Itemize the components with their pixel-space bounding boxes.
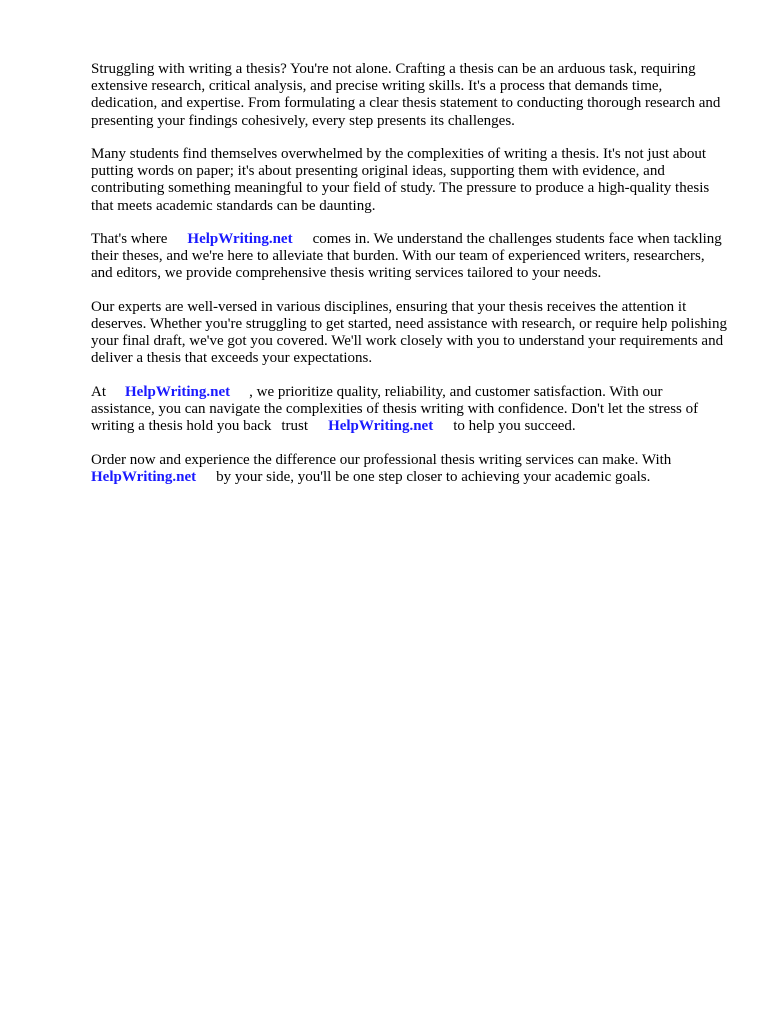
thats-where-text: That's where: [91, 231, 168, 247]
prioritize-text: , we prioritize quality, reliability, and customer satisfaction. With our assistance, you can navigate the complexities of thesis writing with confidence. Don't let the stress of writing a thesis hold you back: [91, 383, 699, 435]
order-now-text: Order now and experience the difference our professional thesis writing services can make. With: [91, 451, 672, 468]
experts-paragraph: Our experts are well-versed in various disciplines, ensuring that your thesis receives the attention it deserves. Whether you're struggling to get started, need assistance with research, or require help polishing your final draft, we've got you covered. We'll work closely with you to understand your requirements and deliver a thesis that exceeds your expectations.: [91, 298, 727, 367]
comes-in-text: comes in. We understand the challenges students face when tackling their theses, and we're here to alleviate that burden. With our team of experienced writers, researchers, and editors, we provide comprehensive thesis writing services tailored to your needs.: [91, 231, 722, 282]
intro-paragraph: Struggling with writing a thesis? You're not alone. Crafting a thesis can be an arduous task, requiring extensive research, critical analysis, and precise writing skills. It's a process that demands time, dedication, and expertise. From formulating a clear thesis statement to conducting thorough research and presenting your findings cohesively, every step presents its challenges.: [91, 61, 721, 129]
prioritize-paragraph: [91, 384, 728, 436]
succeed-text: to help you succeed.: [453, 418, 576, 435]
order-now-paragraph: [91, 452, 728, 486]
at-text: At: [91, 383, 106, 400]
helpwriting-link[interactable]: HelpWriting.net: [91, 468, 197, 485]
overwhelmed-paragraph: Many students find themselves overwhelmed by the complexities of writing a thesis. It's not just about putting words on paper; it's about presenting original ideas, supporting them with evidence, and contributing something meaningful to your field of study. The pressure to produce a high-quality thesis that meets academic standards can be daunting.: [91, 146, 710, 214]
helpwriting-link[interactable]: HelpWriting.net: [187, 231, 293, 247]
helpwriting-link[interactable]: HelpWriting.net: [328, 418, 434, 435]
trust-text: trust: [281, 418, 309, 435]
by-your-side-text: by your side, you'll be one step closer to achieving your academic goals.: [216, 468, 651, 485]
thats-where-paragraph: [91, 231, 728, 283]
helpwriting-link[interactable]: HelpWriting.net: [125, 383, 231, 400]
